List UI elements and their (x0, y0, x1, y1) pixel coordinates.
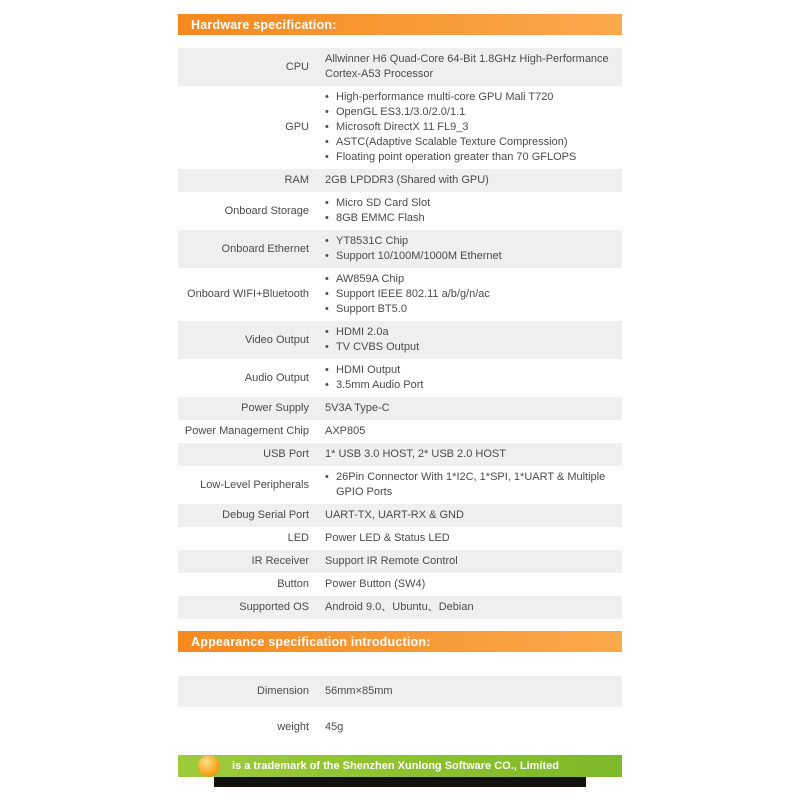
bullet-icon: • (325, 136, 329, 148)
bullet-icon: • (325, 212, 329, 224)
bullet-icon: • (325, 197, 329, 209)
spec-row-low-level-peripherals (178, 466, 622, 504)
spec-value: Allwinner H6 Quad-Core 64-Bit 1.8GHz High-Performance Cortex-A53 Processor (325, 53, 609, 80)
spec-bullet-item (325, 325, 618, 340)
spec-value: Android 9.0、Ubuntu、Debian (325, 601, 474, 613)
bullet-icon: • (325, 151, 329, 163)
spec-bullet-text: YT8531C Chip (336, 235, 409, 247)
spec-row-cpu (178, 48, 622, 86)
spec-label: Supported OS (239, 601, 309, 613)
spec-row-weight (178, 712, 622, 743)
spec-bullet-item (325, 378, 618, 393)
spec-bullet-text: HDMI Output (336, 364, 401, 376)
spec-row-led (178, 527, 622, 550)
spec-bullet-item (325, 135, 618, 150)
spec-label: Audio Output (244, 371, 309, 384)
spec-value: 45g (325, 721, 344, 733)
spec-label: Power Management Chip (184, 425, 309, 437)
spec-bullet-text: TV CVBS Output (336, 341, 420, 353)
spec-value (318, 466, 622, 504)
spec-row-usb-port (178, 443, 622, 466)
spec-bullet-item (325, 196, 618, 211)
spec-row-onboard-ethernet (178, 230, 622, 268)
spec-value (318, 321, 622, 359)
spec-value (318, 192, 622, 230)
bullet-icon: • (325, 379, 329, 391)
footer-dark-bar (214, 777, 586, 787)
spec-label: USB Port (263, 448, 309, 460)
spec-bullet-text: Micro SD Card Slot (336, 197, 431, 209)
spec-bullet-item (325, 150, 618, 165)
spec-row-dimension (178, 676, 622, 707)
bullet-icon: • (325, 364, 329, 376)
spec-bullet-item (325, 272, 618, 287)
spec-label: Video Output (244, 333, 309, 346)
bullet-icon: • (325, 121, 329, 133)
spec-label: Onboard Ethernet (221, 242, 309, 255)
spec-bullet-item (325, 363, 618, 378)
spec-bullet-text: Support IEEE 802.11 a/b/g/n/ac (336, 288, 490, 300)
spec-bullet-item (325, 211, 618, 226)
spec-bullet-text: Microsoft DirectX 11 FL9_3 (336, 121, 469, 133)
spec-row-video-output (178, 321, 622, 359)
spec-bullet-item (325, 90, 618, 105)
spec-label: Power Supply (241, 402, 309, 414)
spec-row-ram (178, 169, 622, 192)
bullet-icon: • (325, 341, 329, 353)
spec-label: Low-Level Peripherals (200, 478, 309, 491)
bullet-icon: • (325, 91, 329, 103)
spec-bullet-item (325, 340, 618, 355)
hardware-specification-banner (178, 14, 622, 35)
spec-label: Onboard Storage (224, 204, 309, 217)
spec-row-onboard-storage (178, 192, 622, 230)
spec-label: Debug Serial Port (222, 509, 309, 521)
spec-bullet-item (325, 234, 618, 249)
spec-value (318, 268, 622, 321)
spec-bullet-text: Floating point operation greater than 70 GFLOPS (336, 151, 577, 163)
bullet-icon: • (325, 235, 329, 247)
bullet-icon: • (325, 326, 329, 338)
trademark-banner (178, 755, 622, 777)
spec-value: Power Button (SW4) (325, 578, 426, 590)
bullet-icon: • (325, 106, 329, 118)
spec-value (318, 359, 622, 397)
hardware-specification-title: Hardware specification: (191, 17, 337, 32)
appearance-specification-title: Appearance specification introduction: (191, 634, 431, 649)
spec-label: Onboard WIFI+Bluetooth (187, 288, 309, 300)
spec-value: 2GB LPDDR3 (Shared with GPU) (325, 174, 489, 186)
spec-row-supported-os (178, 596, 622, 619)
spec-label: GPU (285, 121, 309, 133)
spec-label: IR Receiver (251, 555, 309, 567)
orangepi-logo-icon (198, 755, 220, 777)
spec-bullet-text: 3.5mm Audio Port (336, 379, 424, 391)
spec-bullet-item (325, 249, 618, 264)
spec-label: LED (287, 532, 309, 544)
spec-value (318, 86, 622, 169)
hardware-spec-table (178, 48, 622, 619)
spec-value: 1* USB 3.0 HOST, 2* USB 2.0 HOST (325, 448, 506, 460)
spec-bullet-text: HDMI 2.0a (336, 326, 389, 338)
spec-row-audio-output (178, 359, 622, 397)
spec-label: weight (277, 721, 309, 733)
spec-row-power-supply (178, 397, 622, 420)
spec-value: 56mm×85mm (325, 685, 393, 697)
spec-row-onboard-wifi-bluetooth (178, 268, 622, 321)
spec-label: Button (277, 578, 309, 590)
spec-label: RAM (284, 174, 309, 186)
bullet-icon: • (325, 288, 329, 300)
bullet-icon: • (325, 303, 329, 315)
spec-sheet (178, 0, 622, 787)
spec-bullet-item (325, 105, 618, 120)
spec-bullet-item (325, 470, 618, 500)
spec-bullet-text: ASTC(Adaptive Scalable Texture Compression) (336, 136, 568, 148)
spec-bullet-text: High-performance multi-core GPU Mali T720 (336, 91, 554, 103)
bullet-icon: • (325, 273, 329, 285)
spec-bullet-item (325, 120, 618, 135)
spec-bullet-text: AW859A Chip (336, 273, 405, 285)
spec-label: Dimension (257, 685, 309, 697)
spec-bullet-text: Support BT5.0 (336, 303, 407, 315)
spec-bullet-text: Support 10/100M/1000M Ethernet (336, 250, 502, 262)
spec-row-ir-receiver (178, 550, 622, 573)
appearance-spec-table (178, 676, 622, 743)
appearance-specification-banner (178, 631, 622, 652)
spec-label: CPU (285, 60, 309, 73)
spec-bullet-item (325, 302, 618, 317)
bullet-icon: • (325, 471, 329, 483)
spec-bullet-text: 8GB EMMC Flash (336, 212, 425, 224)
bullet-icon: • (325, 250, 329, 262)
spec-value: UART-TX, UART-RX & GND (325, 509, 464, 521)
spec-value: Power LED & Status LED (325, 532, 450, 544)
spec-value: Support IR Remote Control (325, 555, 458, 567)
spec-row-debug-serial-port (178, 504, 622, 527)
spec-value: 5V3A Type-C (325, 402, 390, 414)
trademark-text: is a trademark of the Shenzhen Xunlong Software CO., Limited (232, 760, 559, 772)
spec-value (318, 230, 622, 268)
spec-value: AXP805 (325, 425, 366, 437)
spec-bullet-item (325, 287, 618, 302)
spec-bullet-text: 26Pin Connector With 1*I2C, 1*SPI, 1*UART & Multiple GPIO Ports (336, 471, 606, 498)
spec-row-gpu (178, 86, 622, 169)
spec-row-power-management-chip (178, 420, 622, 443)
spec-bullet-text: OpenGL ES3.1/3.0/2.0/1.1 (336, 106, 466, 118)
spec-row-button (178, 573, 622, 596)
